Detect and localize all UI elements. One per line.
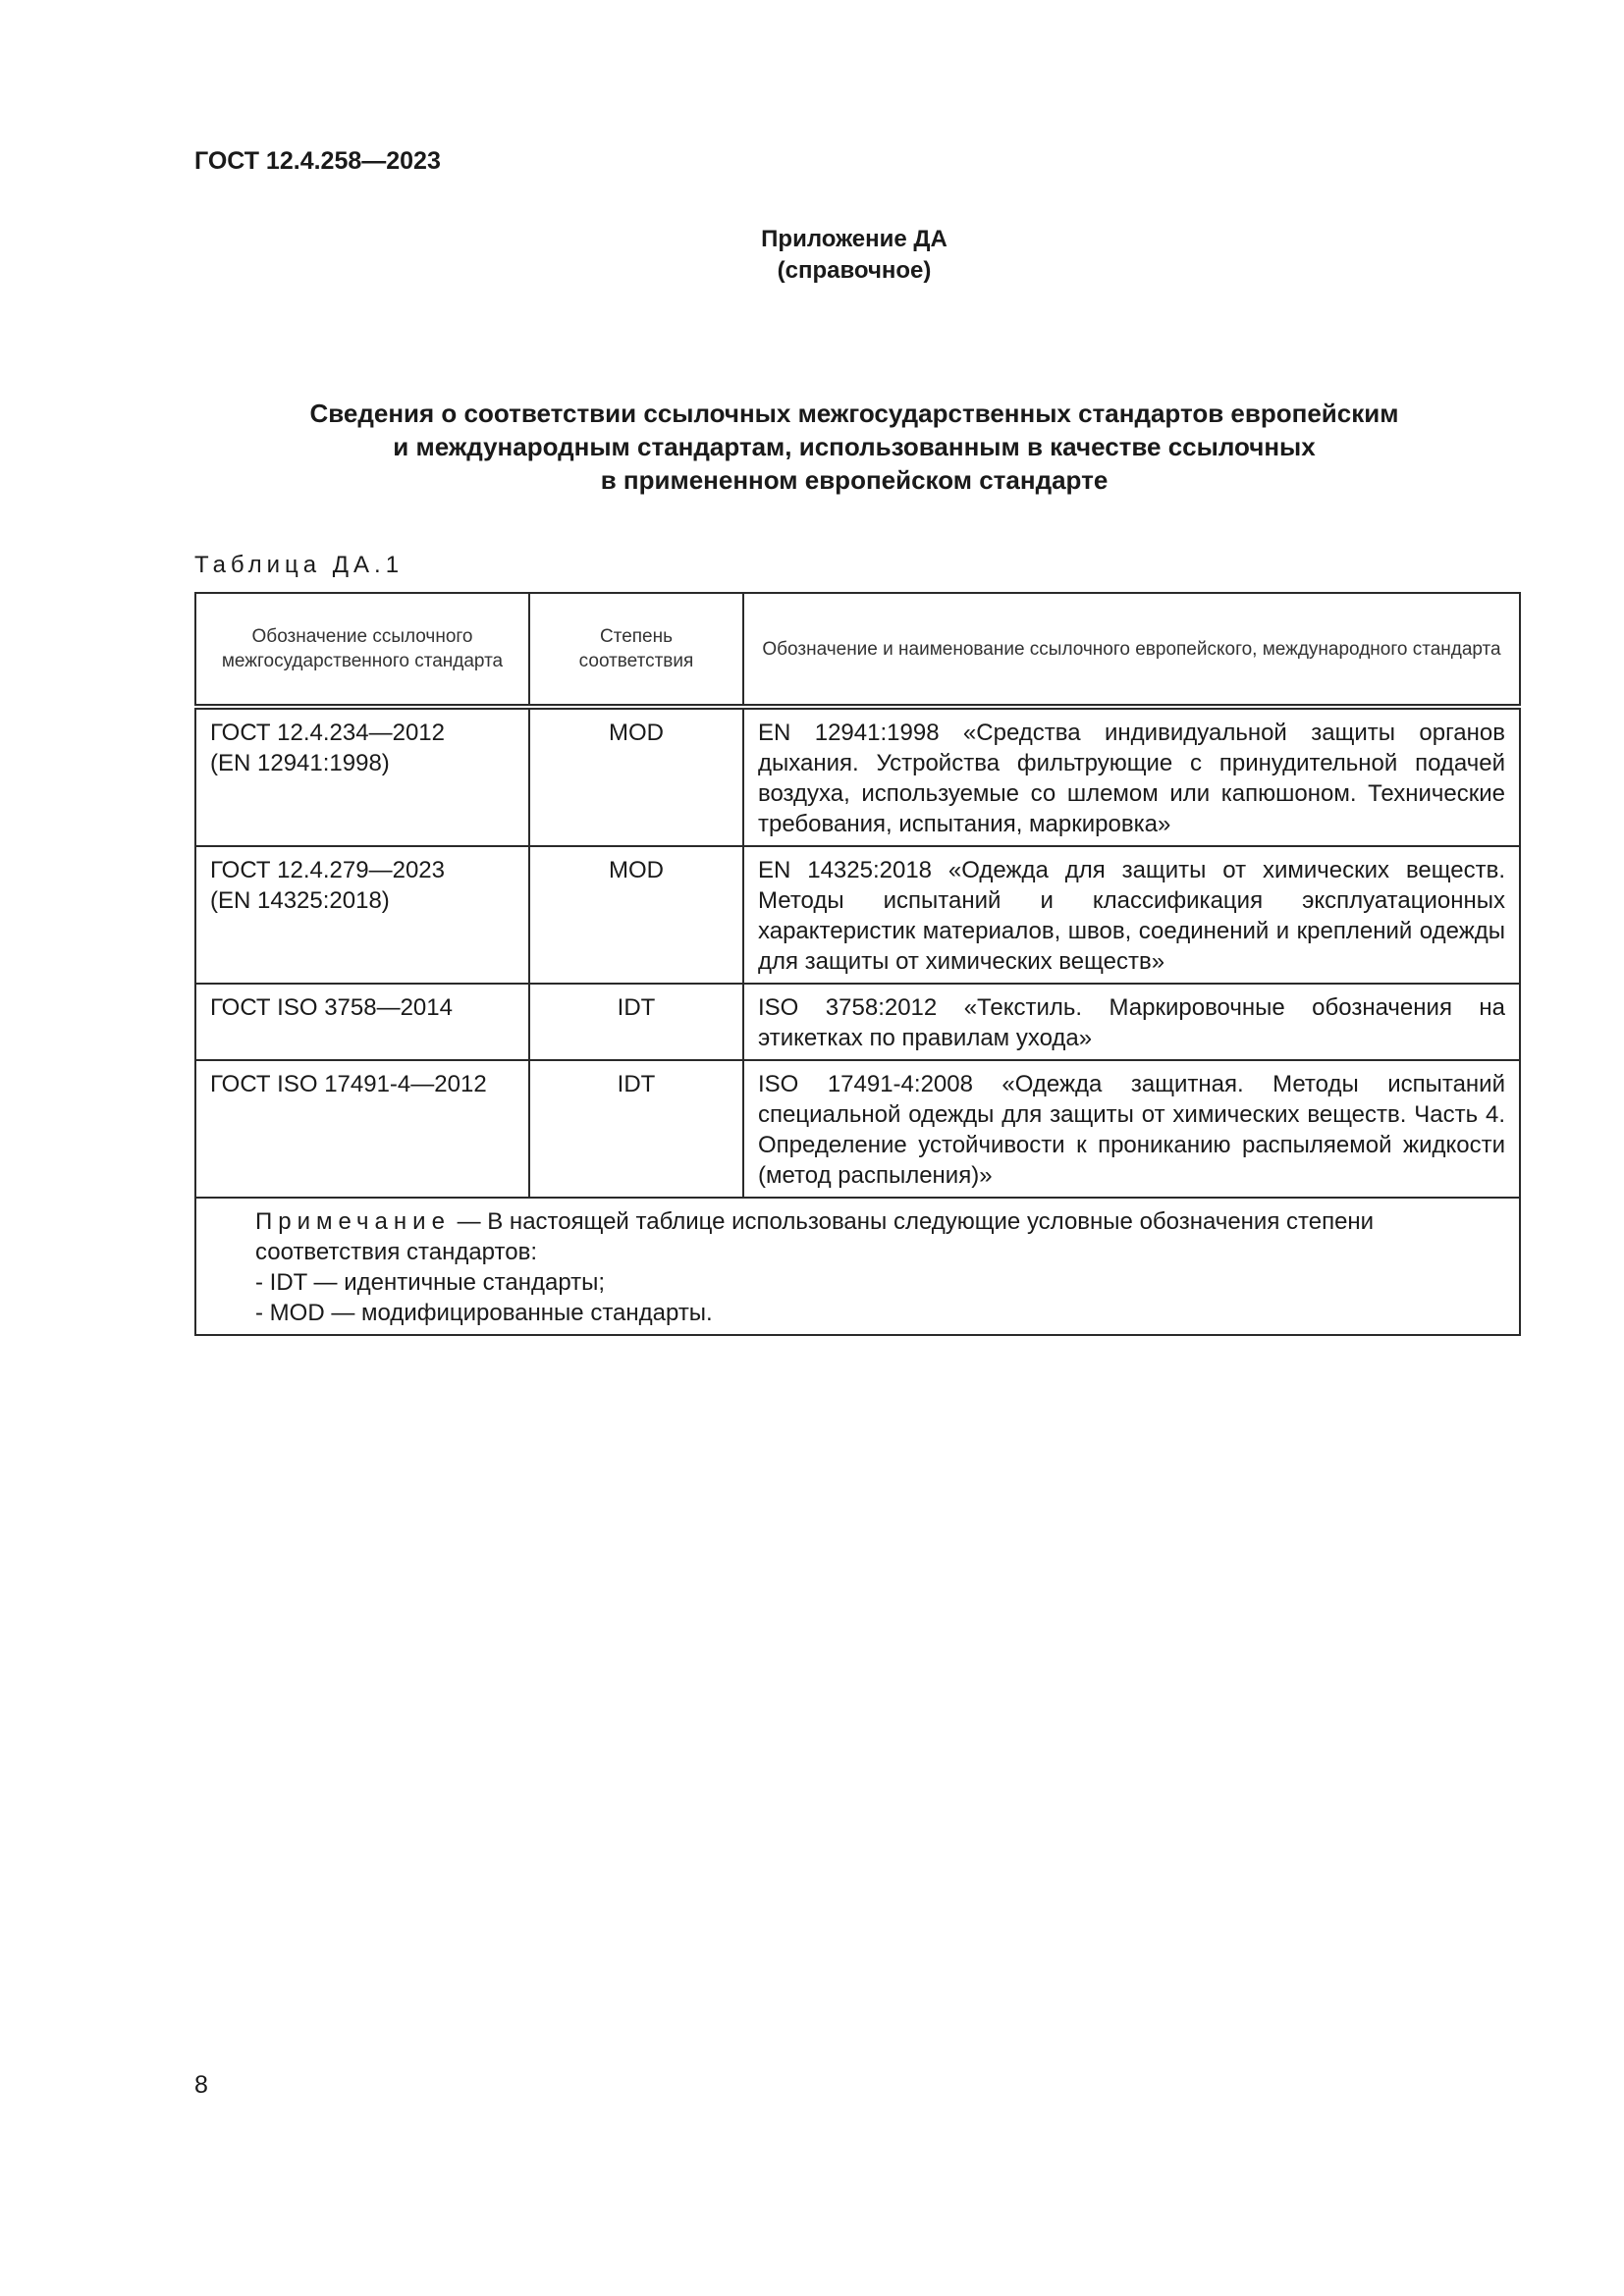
cell-reference: EN 14325:2018 «Одежда для защиты от химических веществ. Методы испытаний и классификация эксплуатационных характеристик материалов, швов, соединений и креплений одежды для защиты от химических веществ»: [743, 846, 1520, 984]
column-header-standard: Обозначение ссылочного межгосударственного стандарта: [195, 593, 529, 707]
note-body: — В настоящей таблице использованы следующие условные обозначения степени соответствия стандартов:: [255, 1208, 1375, 1265]
appendix-title: Приложение ДА: [761, 226, 947, 252]
section-title-line: Сведения о соответствии ссылочных межгосударственных стандартов европейским: [309, 399, 1399, 428]
cell-degree: IDT: [529, 1060, 743, 1198]
column-header-reference: Обозначение и наименование ссылочного европейского, международного стандарта: [743, 593, 1520, 707]
cell-degree: MOD: [529, 707, 743, 846]
table-note: [195, 1198, 1520, 1335]
cell-standard: ГОСТ 12.4.234—2012 (EN 12941:1998): [195, 707, 529, 846]
section-title: [226, 397, 1483, 497]
cell-degree: IDT: [529, 984, 743, 1060]
table-label: Таблица ДА.1: [194, 552, 405, 578]
document-header-code: ГОСТ 12.4.258—2023: [194, 147, 441, 175]
cell-standard: ГОСТ ISO 17491-4—2012: [195, 1060, 529, 1198]
note-item: - IDT — идентичные стандарты;: [255, 1269, 606, 1296]
table-row: [195, 846, 1520, 984]
cell-reference: ISO 3758:2012 «Текстиль. Маркировочные обозначения на этикетках по правилам ухода»: [743, 984, 1520, 1060]
cell-reference: ISO 17491-4:2008 «Одежда защитная. Методы испытаний специальной одежды для защиты от химических веществ. Часть 4. Определение устойчивости к прониканию распыляемой жидкости (метод распыления)»: [743, 1060, 1520, 1198]
note-item: - MOD — модифицированные стандарты.: [255, 1300, 713, 1326]
section-title-line: и международным стандартам, использованным в качестве ссылочных: [393, 432, 1316, 461]
cell-standard: ГОСТ ISO 3758—2014: [195, 984, 529, 1060]
column-header-degree: Степень соответствия: [529, 593, 743, 707]
cell-standard: ГОСТ 12.4.279—2023 (EN 14325:2018): [195, 846, 529, 984]
page-number: 8: [194, 2071, 208, 2099]
standards-correspondence-table: [194, 592, 1521, 1336]
table-row: [195, 707, 1520, 846]
cell-degree: MOD: [529, 846, 743, 984]
note-text: [210, 1206, 1505, 1267]
section-title-line: в примененном европейском стандарте: [600, 465, 1109, 495]
appendix-subtitle: (справочное): [777, 257, 932, 284]
table-header-row: [195, 593, 1520, 707]
table-note-row: [195, 1198, 1520, 1335]
note-label: Примечание: [255, 1208, 451, 1235]
table-row: [195, 984, 1520, 1060]
table-row: [195, 1060, 1520, 1198]
cell-reference: EN 12941:1998 «Средства индивидуальной защиты органов дыхания. Устройства фильтрующие с принудительной подачей воздуха, используемые со шлемом или капюшоном. Технические требования, испытания, маркировка»: [743, 707, 1520, 846]
